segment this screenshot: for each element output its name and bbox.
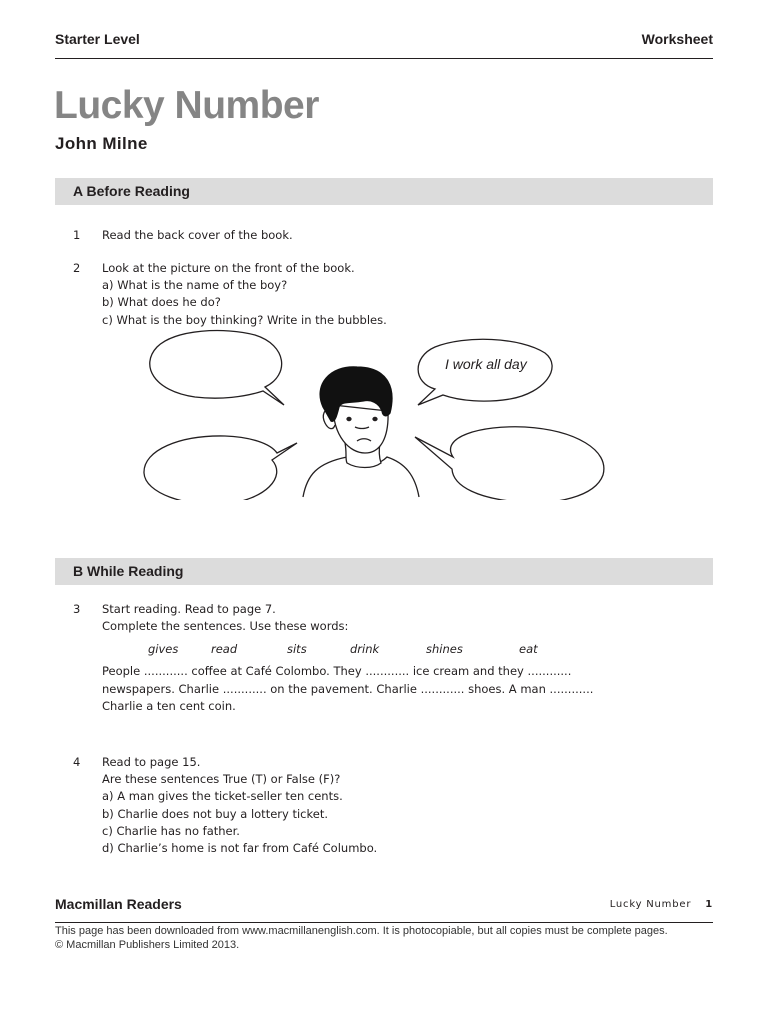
footer-book-title: Lucky Number [609, 899, 692, 910]
section-a-heading: A Before Reading [73, 183, 190, 199]
copyright-notice [55, 924, 668, 952]
question-line: Are these sentences True (T) or False (F)? [102, 772, 341, 787]
page-header [55, 31, 713, 59]
question-line: a) What is the name of the boy? [102, 278, 288, 293]
word-bank-item: gives [148, 642, 179, 657]
copyright-line: © Macmillan Publishers Limited 2013. [55, 939, 240, 951]
word-bank-item: drink [350, 642, 380, 657]
word-bank [102, 641, 593, 658]
question-line: d) Charlie’s home is not far from Café Columbo. [102, 841, 378, 856]
speech-bubble-top-right [418, 339, 552, 405]
page-title: Lucky Number [54, 84, 319, 127]
publisher-name: Macmillan Readers [55, 896, 182, 912]
gap-fill-line: People ............ coffee at Café Colombo. They ............ ice cream and they ............ [102, 664, 572, 679]
question-number: 2 [73, 261, 81, 275]
boy-with-speech-bubbles-illustration [135, 325, 615, 500]
question-line: b) Charlie does not buy a lottery ticket. [102, 806, 328, 821]
page-number: 1 [705, 899, 713, 910]
level-label: Starter Level [55, 31, 140, 47]
section-b-heading: B While Reading [73, 563, 184, 579]
gap-fill-line: newspapers. Charlie ............ on the pavement. Charlie ............ shoes. A man ............ [102, 681, 594, 696]
question-line: c) What is the boy thinking? Write in the bubbles. [102, 312, 387, 327]
question-number: 1 [73, 228, 81, 242]
question-text: Read the back cover of the book. [102, 228, 293, 242]
question-line: Look at the picture on the front of the book. [102, 261, 355, 275]
worksheet-label: Worksheet [641, 31, 713, 47]
speech-bubble-bottom-right [415, 427, 604, 500]
speech-bubble-bottom-left [144, 436, 297, 500]
page-footer [55, 896, 713, 923]
word-bank-item: eat [519, 642, 538, 657]
download-notice: This page has been downloaded from www.macmillanenglish.com. It is photocopiable, but all copies must be complete pages. [55, 925, 668, 937]
gap-fill-line: Charlie a ten cent coin. [102, 698, 236, 713]
question-line: b) What does he do? [102, 295, 221, 310]
word-bank-item: read [211, 642, 238, 657]
section-a-bar [55, 178, 713, 205]
question-line: Complete the sentences. Use these words: [102, 619, 349, 634]
boy-figure [303, 367, 419, 497]
question-number: 3 [73, 602, 81, 616]
question-line: c) Charlie has no father. [102, 823, 240, 838]
question-line: Read to page 15. [102, 755, 201, 769]
author-name: John Milne [55, 134, 148, 153]
question-number: 4 [73, 755, 81, 769]
bubble-example-text: I work all day [445, 356, 527, 372]
footer-book-info [610, 899, 713, 910]
word-bank-item: sits [287, 642, 307, 657]
question-line: a) A man gives the ticket-seller ten cents. [102, 789, 343, 804]
word-bank-item: shines [426, 642, 463, 657]
question-line: Start reading. Read to page 7. [102, 602, 276, 616]
section-b-bar [55, 558, 713, 585]
speech-bubble-top-left [150, 331, 284, 405]
